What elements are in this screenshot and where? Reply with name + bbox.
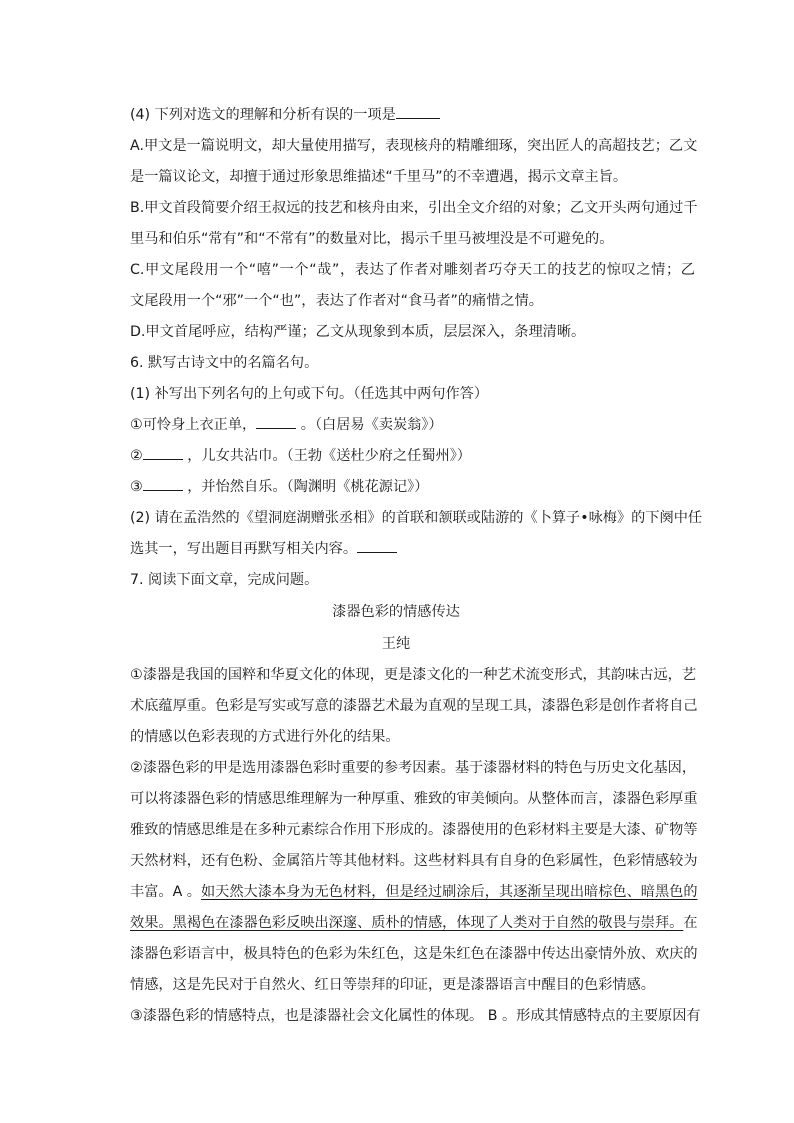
q6-item3: [130, 475, 695, 499]
article-author: 王纯: [381, 636, 411, 652]
item2-suffix: ，儿女共沾巾。（王勃《送杜少府之任蜀州》）: [182, 448, 471, 464]
option-c-line2: 文尾段用一个“邪”一个“也”，表达了作者对“食马者”的痛惜之情。: [130, 293, 543, 309]
answer-blank[interactable]: [143, 475, 183, 491]
item1-suffix: 。（白居易《卖炭翁》）: [296, 417, 443, 433]
underlined-text: 效果。黑褐色在漆器色彩反映出深邃、质朴的情感，体现了人类对于自然的敬畏与崇拜。: [130, 915, 684, 931]
q6-part2-line2: [130, 537, 695, 561]
option-b-line1: B.甲文首段简要介绍王叔远的技艺和核舟由来，引出全文介绍的对象；乙文开头两句通过千: [130, 200, 698, 216]
paragraph-2-line8: 情感，这是先民对于自然火、红日等崇拜的印证，更是漆器语言中醒目的色彩情感。: [130, 977, 655, 993]
answer-blank[interactable]: [143, 444, 183, 460]
answer-blank[interactable]: [396, 103, 440, 119]
article-title: 漆器色彩的情感传达: [332, 604, 460, 620]
question-7-title: 7. 阅读下面文章，完成问题。: [130, 572, 319, 588]
question-6-title: 6. 默写古诗文中的名篇名句。: [130, 355, 319, 371]
stem-text: (4) 下列对选文的理解和分析有误的一项是: [130, 107, 396, 123]
q6-part1: (1) 补写出下列名句的上句或下句。（任选其中两句作答）: [130, 386, 489, 402]
option-d-line1: D.甲文首尾呼应，结构严谨；乙文从现象到本质，层层深入，条理清晰。: [130, 324, 586, 340]
paragraph-2-line5: [130, 880, 698, 904]
q6-part2-line1: (2) 请在孟浩然的《望洞庭湖赠张丞相》的首联和颔联或陆游的《卜算子•咏梅》的下阕中任: [130, 510, 703, 526]
paragraph-2-line7: 漆器色彩语言中，极具特色的色彩为朱红色，这是朱红色在漆器中传达出豪情外放、欢庆的: [130, 946, 698, 962]
answer-blank[interactable]: [357, 537, 397, 553]
option-a-line1: A.甲文是一篇说明文，却大量使用描写，表现核舟的精雕细琢，突出匠人的高超技艺；乙文: [130, 138, 698, 154]
plain-text: 在: [683, 915, 698, 931]
item2-prefix: ②: [130, 448, 143, 464]
q6-item2: [130, 444, 695, 468]
paragraph-3-line1: ③漆器色彩的情感特点，也是漆器社会文化属性的体现。 B 。形成其情感特点的主要原因有: [130, 1008, 701, 1024]
question-stem: [130, 103, 695, 127]
paragraph-1-line3: 的情感以色彩表现的方式进行外化的结果。: [130, 729, 400, 745]
part2-text: 选其一，写出题目再默写相关内容。: [130, 541, 358, 557]
paragraph-2-line3: 雅致的情感思维是在多种元素综合作用下形成的。漆器使用的色彩材料主要是大漆、矿物等: [130, 822, 698, 838]
paragraph-2-line4: 天然材料，还有色粉、金属箔片等其他材料。这些材料具有自身的色彩属性，色彩情感较为: [130, 853, 698, 869]
item3-prefix: ③: [130, 479, 143, 495]
blank-a-text: 丰富。A 。: [130, 884, 201, 900]
paragraph-1-line2: 术底蕴厚重。色彩是写实或写意的漆器艺术最为直观的呈现工具，漆器色彩是创作者将自己: [130, 698, 698, 714]
option-c-line1: C.甲文尾段用一个“嘻”一个“哉”，表达了作者对雕刻者巧夺天工的技艺的惊叹之情；乙: [130, 262, 695, 278]
q6-item1: [130, 413, 695, 437]
underlined-text: 如天然大漆本身为无色材料，但是经过刷涂后，其逐渐呈现出暗棕色、暗黑色的: [200, 884, 698, 900]
answer-blank[interactable]: [256, 413, 296, 429]
paragraph-2-line2: 可以将漆器色彩的情感思维理解为一种厚重、雅致的审美倾向。从整体而言，漆器色彩厚重: [130, 791, 698, 807]
option-b-line2: 里马和伯乐“常有”和“不常有”的数量对比，揭示千里马被埋没是不可避免的。: [130, 231, 614, 247]
item3-suffix: ，并怡然自乐。（陶渊明《桃花源记》）: [182, 479, 429, 495]
paragraph-2-line6: [130, 911, 698, 935]
paragraph-1-line1: ①漆器是我国的国粹和华夏文化的体现，更是漆文化的一种艺术流变形式，其韵味古远，艺: [130, 667, 697, 683]
option-a-line2: 是一篇议论文，却擅于通过形象思维描述“千里马”的不幸遭遇，揭示文章主旨。: [130, 169, 628, 185]
paragraph-2-line1: ②漆器色彩的甲是选用漆器色彩时重要的参考因素。基于漆器材料的特色与历史文化基因，: [130, 760, 697, 776]
item1-prefix: ①可怜身上衣正单，: [130, 417, 257, 433]
